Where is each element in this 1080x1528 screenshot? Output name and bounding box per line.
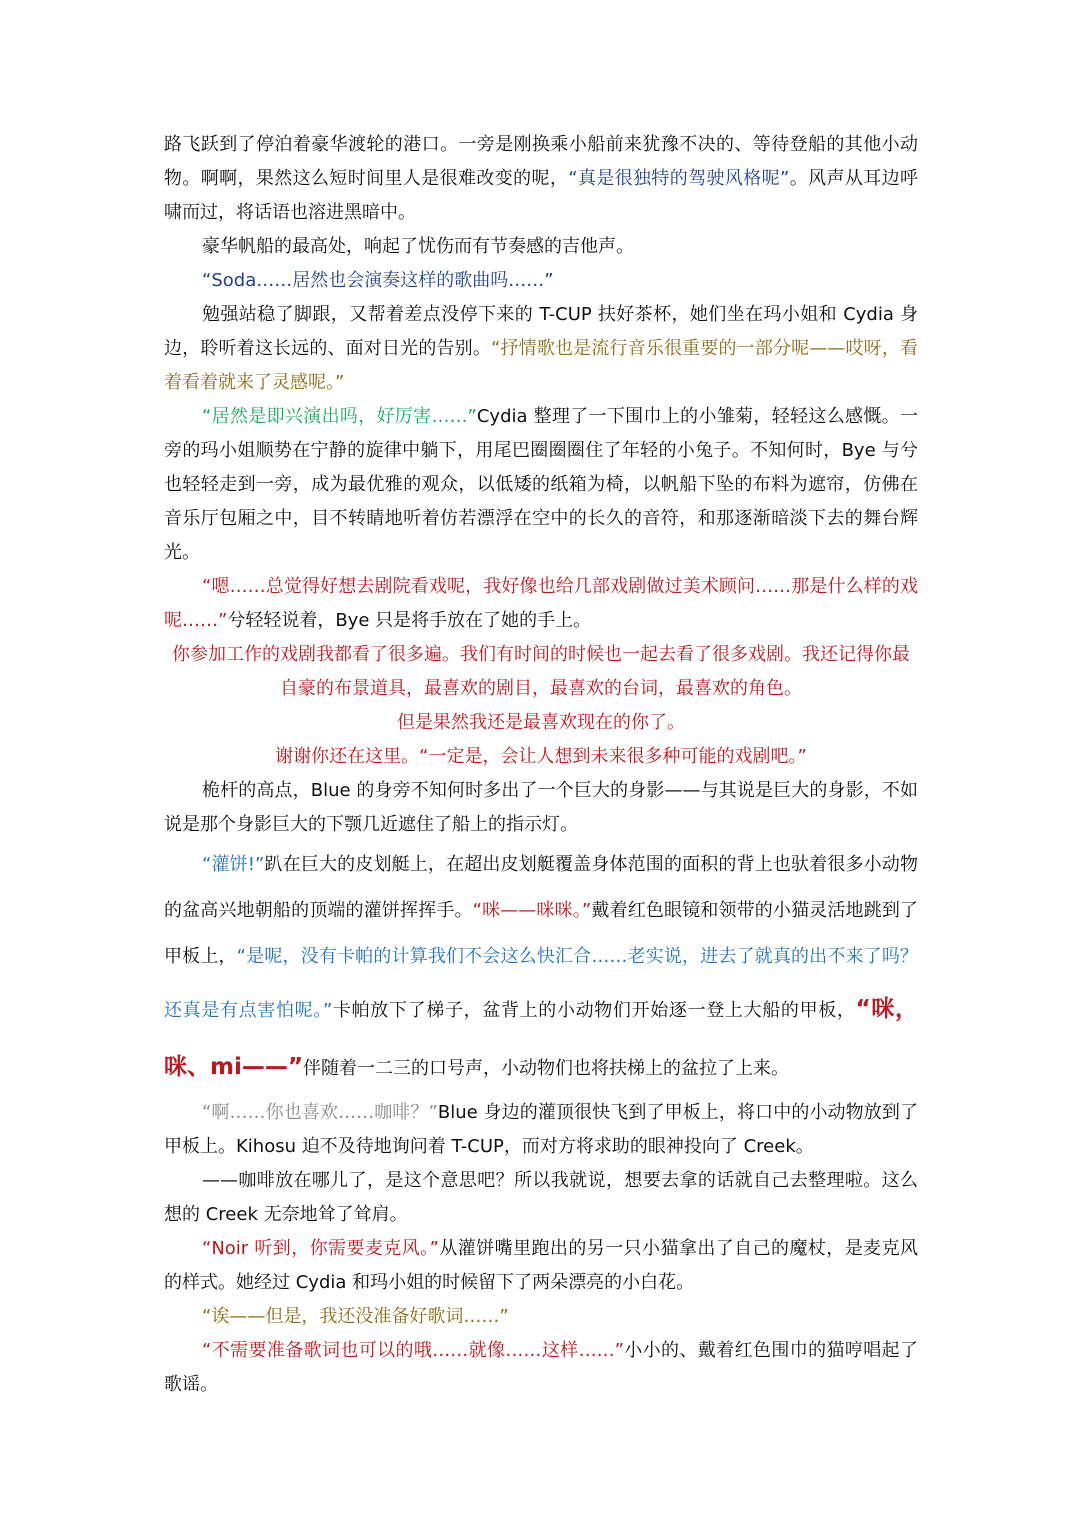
narration-text: 勉强站稳了脚跟，又帮着差点没停下来的 T-CUP 扶好茶杯，她们坐在玛小姐和 Cydia 身边，聆听着这长远的、面对日光的告别。 <box>164 304 918 359</box>
narration-text: 戴着红色眼镜和领带的小猫灵活地跳到了甲板上， <box>164 900 919 967</box>
dialogue-text: “诶——但是，我还没准备好歌词……” <box>202 1306 509 1327</box>
narration-text: 小小的、戴着红色围巾的猫哼唱起了歌谣。 <box>164 1340 919 1395</box>
narration-text: Blue 身边的灌顶很快飞到了甲板上，将口中的小动物放到了甲板上。Kihosu 迫不及待地询问着 T-CUP，而对方将求助的眼神投向了 Creek。 <box>164 1102 918 1157</box>
dialogue-text: “啊……你也喜欢……咖啡？” <box>202 1102 438 1123</box>
narration-text: 豪华帆船的最高处，响起了忧伤而有节奏感的吉他声。 <box>202 236 634 257</box>
dialogue-text: “嗯……总觉得好想去剧院看戏呢，我好像也给几部戏剧做过美术顾问……那是什么样的戏呢……” <box>164 576 918 631</box>
dialogue-text: “咪，咪、mi——” <box>164 996 919 1080</box>
dialogue-text: 你参加工作的戏剧我都看了很多遍。我们有时间的时候也一起去看了很多戏剧。我还记得你最自豪的布景道具，最喜欢的剧目，最喜欢的台词，最喜欢的角色。 <box>172 644 910 699</box>
story-paragraph <box>164 1164 918 1232</box>
story-paragraph <box>164 638 918 706</box>
narration-text: Cydia 整理了一下围巾上的小雏菊，轻轻这么感慨。一旁的玛小姐顺势在宁静的旋律中躺下，用尾巴圈圈圈住了年轻的小兔子。不知何时，Bye 与兮也轻轻走到一旁，成为最优雅的观众，以低矮的纸箱为椅，以帆船下坠的布料为遮帘，仿佛在音乐厅包厢之中，目不转睛地听着仿若漂浮在空中的长久的音符，和那逐渐暗淡下去的舞台辉光。 <box>164 406 918 563</box>
narration-text: ——咖啡放在哪儿了，是这个意思吧？所以我就说，想要去拿的话就自己去整理啦。这么想的 Creek 无奈地耸了耸肩。 <box>164 1170 918 1225</box>
dialogue-text: “咪——咪咪。” <box>472 900 592 921</box>
dialogue-text: 但是果然我还是最喜欢现在的你了。 <box>397 712 685 733</box>
dialogue-text: 谢谢你还在这里。“一定是，会让人想到未来很多种可能的戏剧吧。” <box>275 746 807 767</box>
dialogue-text: “灌饼!” <box>202 854 265 875</box>
story-paragraph <box>164 1232 918 1300</box>
story-paragraph <box>164 1300 918 1334</box>
dialogue-text: “不需要准备歌词也可以的哦……就像……这样……” <box>202 1340 624 1361</box>
story-paragraph <box>164 400 918 570</box>
story-paragraph <box>164 1334 918 1402</box>
narration-text: 桅杆的高点，Blue 的身旁不知何时多出了一个巨大的身影——与其说是巨大的身影，不如说是那个身影巨大的下颚几近遮住了船上的指示灯。 <box>164 780 918 835</box>
dialogue-text: “抒情歌也是流行音乐很重要的一部分呢——哎呀，看着看着就来了灵感呢。” <box>164 338 919 393</box>
story-paragraph <box>164 842 918 1096</box>
story-paragraph <box>164 264 918 298</box>
narration-text: 卡帕放下了梯子，盆背上的小动物们开始逐一登上大船的甲板， <box>332 1000 856 1021</box>
story-paragraph <box>164 740 918 774</box>
narration-text: 从灌饼嘴里跑出的另一只小猫拿出了自己的魔杖，是麦克风的样式。她经过 Cydia 和玛小姐的时候留下了两朵漂亮的小白花。 <box>164 1238 919 1293</box>
dialogue-text: “是呢，没有卡帕的计算我们不会这么快汇合……老实说，进去了就真的出不来了吗？还真是有点害怕呢。” <box>164 946 918 1021</box>
story-paragraph <box>164 230 918 264</box>
story-paragraph <box>164 774 918 842</box>
dialogue-text: “Soda……居然也会演奏这样的歌曲吗……” <box>202 270 554 291</box>
story-page <box>164 128 918 1402</box>
narration-text: 路飞跃到了停泊着豪华渡轮的港口。一旁是刚换乘小船前来犹豫不决的、等待登船的其他小动物。啊啊，果然这么短时间里人是很难改变的呢， <box>164 134 918 189</box>
narration-text: 伴随着一二三的口号声，小动物们也将扶梯上的盆拉了上来。 <box>302 1058 789 1079</box>
narration-text: 。风声从耳边呼啸而过，将话语也溶进黑暗中。 <box>164 168 918 223</box>
story-paragraph <box>164 1096 918 1164</box>
story-paragraph <box>164 128 918 230</box>
dialogue-text: “居然是即兴演出吗，好厉害……” <box>202 406 477 427</box>
story-paragraph <box>164 570 918 638</box>
story-paragraph <box>164 298 918 400</box>
dialogue-text: “Noir 听到，你需要麦克风。” <box>202 1238 439 1259</box>
dialogue-text: “真是很独特的驾驶风格呢” <box>568 168 790 189</box>
narration-text: 兮轻轻说着，Bye 只是将手放在了她的手上。 <box>227 610 592 631</box>
story-paragraph <box>164 706 918 740</box>
narration-text: 趴在巨大的皮划艇上，在超出皮划艇覆盖身体范围的面积的背上也驮着很多小动物的盆高兴地朝船的顶端的灌饼挥挥手。 <box>164 854 918 921</box>
